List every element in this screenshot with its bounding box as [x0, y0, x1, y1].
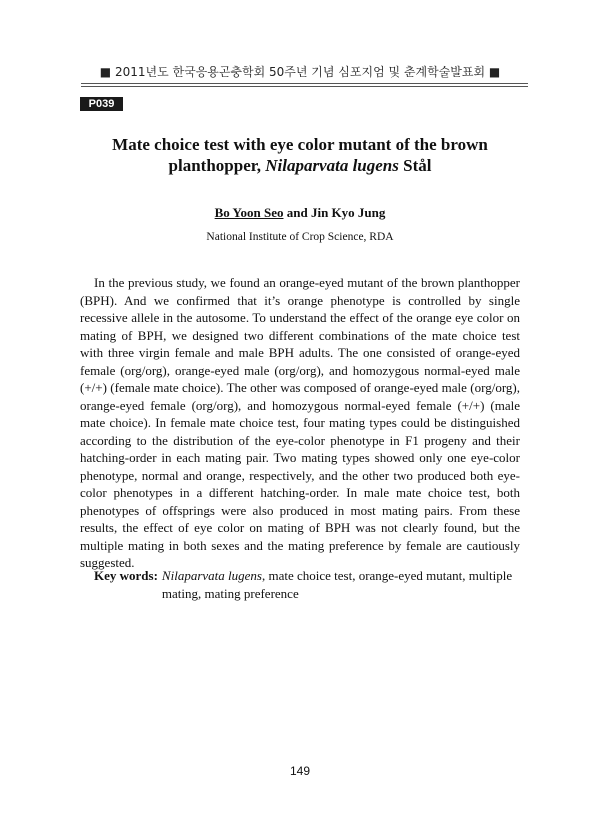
page-number: 149 [289, 764, 311, 778]
keywords-rest: , mate choice test, orange-eyed mutant, multiple mating, mating preference [161, 568, 513, 601]
poster-tag: P039 [80, 97, 123, 111]
author-1: Bo Yoon Seo [214, 205, 284, 220]
title-line2-suffix: Stål [398, 156, 432, 175]
keywords-label: Key words: [94, 568, 158, 583]
conference-header: ■ 2011년도 한국응용곤충학회 50주년 기념 심포지엄 및 춘계학술발표회 ■ [99, 65, 501, 79]
header-rule-bottom [81, 86, 528, 87]
author-2: Jin Kyo Jung [310, 205, 386, 220]
keywords-text [162, 567, 524, 602]
title-line2-prefix: planthopper, [168, 156, 266, 175]
keywords-species: Nilaparvata lugens [161, 568, 262, 583]
author-connector: and [283, 205, 311, 220]
keywords [94, 567, 524, 602]
title-species: Nilaparvata lugens [265, 156, 399, 175]
abstract-body: In the previous study, we found an orange-eyed mutant of the brown planthopper (BPH). And we confirmed that it’s orange phenotype is controlled by single recessive allele in the autosome. To understand the effect of the orange eye color on mating of BPH, we designed two different combinations of the mate choice test with three virgin female and male BPH adults. The one consisted of orange-eyed female (org/org), orange-eyed male (org/org), and homozygous normal-eyed male (+/+) (female mate choice). The other was composed of orange-eyed male (org/org), orange-eyed female (org/org), and homozygous normal-eyed female (+/+) (male mate choice). In female mate choice test, four mating types could be distinguished according to the distribution of the eye-color phenotype in F1 progeny and their hatching-order in each mating pair. Two mating types showed only one eye-color phenotype, normal and orange, respectively, and the other two produced both eye-color phenotypes in a different hatching-order. In male mate choice test, both phenotypes of offsprings were also produced in most mating pairs. From these results, the effect of eye color on mating of BPH was not clearly found, but the multiple mating in both sexes and the mating preference by female are cautiously suggested. [80, 275, 520, 570]
paper-title [80, 134, 520, 176]
header-rule-top [81, 83, 528, 84]
affiliation: National Institute of Crop Science, RDA [206, 231, 394, 243]
title-line1: Mate choice test with eye color mutant of the brown [112, 135, 488, 154]
authors [80, 205, 520, 221]
